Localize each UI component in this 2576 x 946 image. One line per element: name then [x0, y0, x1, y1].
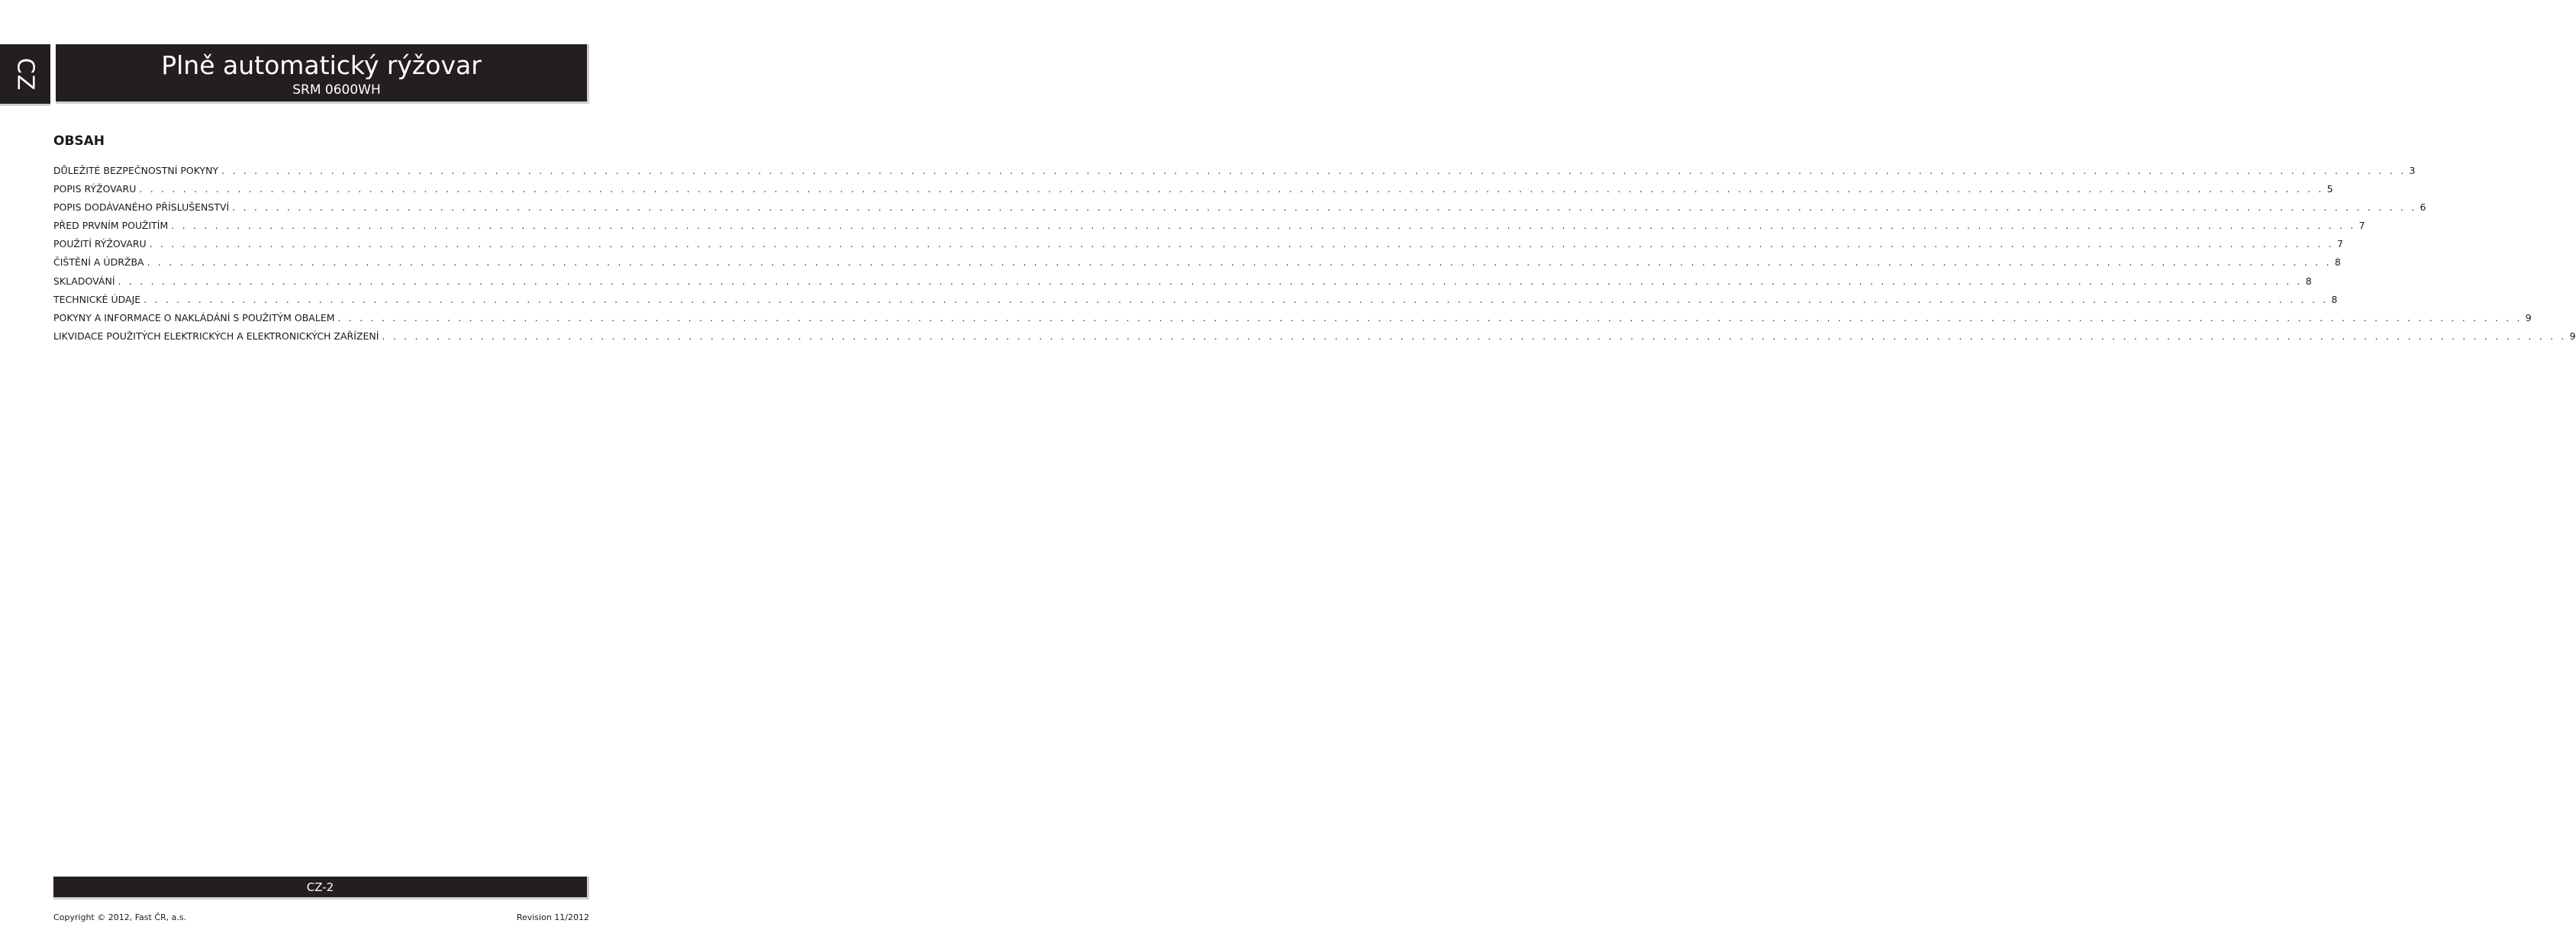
model-number: SRM 0600WH: [292, 82, 381, 98]
toc-entry-page: 6: [2420, 201, 2426, 214]
header-bar: [56, 44, 589, 104]
toc-entry-page: 7: [2358, 220, 2365, 232]
toc-dot-leader: . . . . . . . . . . . . . . . . . . . . . . . . . . . . . . . . . . . . . . . . . . . . . . . . . . . . . . . . . . . . . . . . . . . . . . . . . . . . . . . . . . . . . . . . . . . . . . . . . . . . . . . . . . . . . . . . . . . . . . . . . . . . . . . . . . . . . . . . . . . . . . . . . . . . . . . . . . . . . . . . . . . . . . . . . . . . . . . . . . . . . . . . . . . . . . . . . . . . . . . .: [232, 201, 2417, 214]
toc-entry-label: SKLADOVÁNÍ: [53, 275, 115, 287]
toc-entry[interactable]: [53, 256, 2341, 275]
toc-dot-leader: . . . . . . . . . . . . . . . . . . . . . . . . . . . . . . . . . . . . . . . . . . . . . . . . . . . . . . . . . . . . . . . . . . . . . . . . . . . . . . . . . . . . . . . . . . . . . . . . . . . . . . . . . . . . . . . . . . . . . . . . . . . . . . . . . . . . . . . . . . . . . . . . . . . . . . . . . . . . . . . . . . . . . . . . . . . . . . . . . . . . . . . . . . . . . . . . . . . . . . . .: [149, 238, 2334, 250]
toc-entry-label: LIKVIDACE POUŽITÝCH ELEKTRICKÝCH A ELEKTRONICKÝCH ZAŘÍZENÍ: [53, 330, 379, 342]
toc-entry[interactable]: [53, 183, 2333, 201]
copyright-notice: Copyright © 2012, Fast ČR, a.s.: [53, 912, 187, 922]
toc-entry-page: 9: [2525, 311, 2532, 323]
toc-entry-page: 9: [2569, 330, 2576, 342]
language-tab: [0, 44, 50, 106]
toc-entry-page: 8: [2334, 256, 2341, 269]
toc-entry-label: DŮLEŽITÉ BEZPEČNOSTNÍ POKYNY: [53, 165, 219, 176]
toc-entry-label: POPIS RÝŽOVARU: [53, 183, 137, 195]
toc-dot-leader: . . . . . . . . . . . . . . . . . . . . . . . . . . . . . . . . . . . . . . . . . . . . . . . . . . . . . . . . . . . . . . . . . . . . . . . . . . . . . . . . . . . . . . . . . . . . . . . . . . . . . . . . . . . . . . . . . . . . . . . . . . . . . . . . . . . . . . . . . . . . . . . . . . . . . . . . . . . . . . . . . . . . . . . . . . . . . . . . . . . . . . . . . . . . . . . . . . . . . . . .: [221, 165, 2407, 176]
toc-entry-label: TECHNICKÉ ÚDAJE: [53, 293, 141, 305]
footer-bar: [53, 877, 589, 899]
toc-heading: OBSAH: [53, 134, 105, 149]
language-code: CZ: [11, 57, 39, 91]
toc-entry-label: POKYNY A INFORMACE O NAKLÁDÁNÍ S POUŽITÝM OBALEM: [53, 311, 335, 323]
toc-entry[interactable]: [53, 293, 2338, 312]
table-of-contents: [53, 165, 2576, 349]
toc-entry[interactable]: [53, 330, 2576, 349]
toc-entry-page: 3: [2409, 165, 2416, 176]
toc-dot-leader: . . . . . . . . . . . . . . . . . . . . . . . . . . . . . . . . . . . . . . . . . . . . . . . . . . . . . . . . . . . . . . . . . . . . . . . . . . . . . . . . . . . . . . . . . . . . . . . . . . . . . . . . . . . . . . . . . . . . . . . . . . . . . . . . . . . . . . . . . . . . . . . . . . . . . . . . . . . . . . . . . . . . . . . . . . . . . . . . . . . . . . . . . . . . . . . . . . . . . . . .: [337, 311, 2523, 323]
toc-entry-page: 7: [2336, 238, 2343, 250]
toc-entry[interactable]: [53, 165, 2416, 183]
toc-entry[interactable]: [53, 201, 2426, 220]
toc-entry[interactable]: [53, 311, 2532, 330]
toc-dot-leader: . . . . . . . . . . . . . . . . . . . . . . . . . . . . . . . . . . . . . . . . . . . . . . . . . . . . . . . . . . . . . . . . . . . . . . . . . . . . . . . . . . . . . . . . . . . . . . . . . . . . . . . . . . . . . . . . . . . . . . . . . . . . . . . . . . . . . . . . . . . . . . . . . . . . . . . . . . . . . . . . . . . . . . . . . . . . . . . . . . . . . . . . . . . . . . . . . . . . . . . .: [143, 293, 2329, 305]
toc-entry-label: POPIS DODÁVANÉHO PŘÍSLUŠENSTVÍ: [53, 201, 230, 214]
page-number: CZ-2: [306, 880, 334, 894]
toc-entry-page: 8: [2331, 293, 2338, 305]
toc-entry-page: 8: [2305, 275, 2312, 287]
toc-entry[interactable]: [53, 220, 2365, 238]
toc-entry[interactable]: [53, 238, 2343, 256]
toc-entry[interactable]: [53, 275, 2312, 294]
toc-dot-leader: . . . . . . . . . . . . . . . . . . . . . . . . . . . . . . . . . . . . . . . . . . . . . . . . . . . . . . . . . . . . . . . . . . . . . . . . . . . . . . . . . . . . . . . . . . . . . . . . . . . . . . . . . . . . . . . . . . . . . . . . . . . . . . . . . . . . . . . . . . . . . . . . . . . . . . . . . . . . . . . . . . . . . . . . . . . . . . . . . . . . . . . . . . . . . . . . . . . . . . . .: [171, 220, 2356, 232]
toc-entry-page: 5: [2326, 183, 2333, 195]
revision-label: Revision 11/2012: [516, 912, 589, 922]
toc-dot-leader: . . . . . . . . . . . . . . . . . . . . . . . . . . . . . . . . . . . . . . . . . . . . . . . . . . . . . . . . . . . . . . . . . . . . . . . . . . . . . . . . . . . . . . . . . . . . . . . . . . . . . . . . . . . . . . . . . . . . . . . . . . . . . . . . . . . . . . . . . . . . . . . . . . . . . . . . . . . . . . . . . . . . . . . . . . . . . . . . . . . . . . . . . . . . . . . . . . . . . . . .: [139, 183, 2324, 195]
toc-dot-leader: . . . . . . . . . . . . . . . . . . . . . . . . . . . . . . . . . . . . . . . . . . . . . . . . . . . . . . . . . . . . . . . . . . . . . . . . . . . . . . . . . . . . . . . . . . . . . . . . . . . . . . . . . . . . . . . . . . . . . . . . . . . . . . . . . . . . . . . . . . . . . . . . . . . . . . . . . . . . . . . . . . . . . . . . . . . . . . . . . . . . . . . . . . . . . . . . . . . . . . . .: [382, 330, 2567, 342]
toc-entry-label: PŘED PRVNÍM POUŽITÍM: [53, 220, 169, 232]
toc-dot-leader: . . . . . . . . . . . . . . . . . . . . . . . . . . . . . . . . . . . . . . . . . . . . . . . . . . . . . . . . . . . . . . . . . . . . . . . . . . . . . . . . . . . . . . . . . . . . . . . . . . . . . . . . . . . . . . . . . . . . . . . . . . . . . . . . . . . . . . . . . . . . . . . . . . . . . . . . . . . . . . . . . . . . . . . . . . . . . . . . . . . . . . . . . . . . . . . . . . . . . . . .: [147, 256, 2332, 269]
toc-dot-leader: . . . . . . . . . . . . . . . . . . . . . . . . . . . . . . . . . . . . . . . . . . . . . . . . . . . . . . . . . . . . . . . . . . . . . . . . . . . . . . . . . . . . . . . . . . . . . . . . . . . . . . . . . . . . . . . . . . . . . . . . . . . . . . . . . . . . . . . . . . . . . . . . . . . . . . . . . . . . . . . . . . . . . . . . . . . . . . . . . . . . . . . . . . . . . . . . . . . . . . . .: [118, 275, 2303, 287]
toc-entry-label: POUŽITÍ RÝŽOVARU: [53, 238, 147, 250]
document-title: Plně automatický rýžovar: [161, 50, 482, 80]
toc-entry-label: ČIŠTĚNÍ A ÚDRŽBA: [53, 256, 144, 269]
